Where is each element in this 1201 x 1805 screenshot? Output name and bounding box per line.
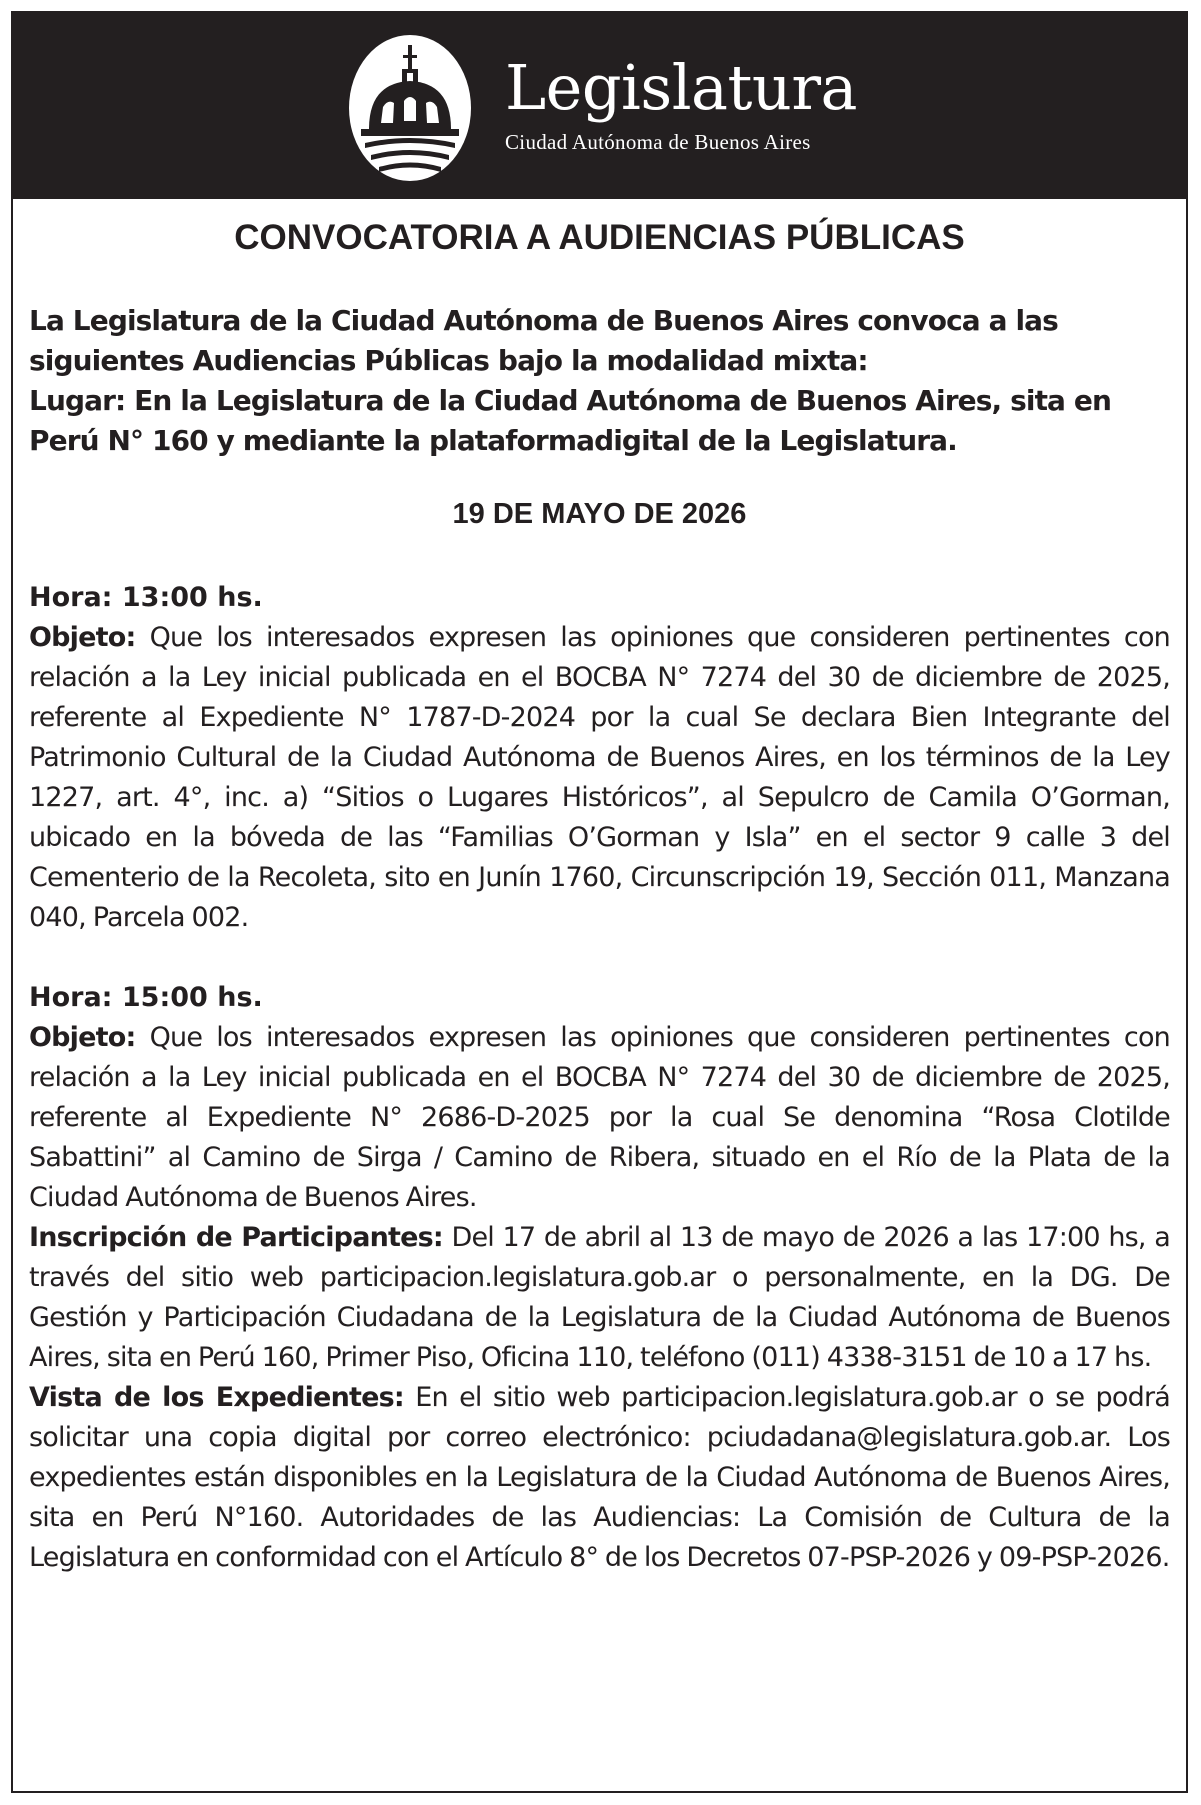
hearing-block bbox=[29, 578, 1170, 938]
intro-convoca: La Legislatura de la Ciudad Autónoma de Buenos Aires convoca a las siguientes Audiencias Públicas bajo la modalidad mixta: bbox=[29, 304, 1058, 377]
hearing-time: Hora: 13:00 hs. bbox=[29, 582, 263, 613]
inscripcion-label: Inscripción de Participantes: bbox=[29, 1222, 443, 1253]
objeto-text: Que los interesados expresen las opiniones que consideren pertinentes con relación a la Ley inicial publicada en el BOCBA N° 7274 del 30 de diciembre de 2025, referente al Expediente N° 2686-D-2025 por la cual Se denomina “Rosa Clotilde Sabattini” al Camino de Sirga / Camino de Ribera, situado en el Río de la Plata de la Ciudad Autónoma de Buenos Aires. bbox=[29, 1022, 1170, 1213]
hearing-date: 19 DE MAYO DE 2026 bbox=[452, 498, 747, 530]
objeto-label: Objeto: bbox=[29, 622, 136, 653]
notice-body bbox=[13, 199, 1186, 1578]
hearing-objeto bbox=[29, 1018, 1170, 1218]
logo-subtitle: Ciudad Autónoma de Buenos Aires bbox=[505, 130, 811, 154]
notice-title: CONVOCATORIA A AUDIENCIAS PÚBLICAS bbox=[234, 218, 965, 257]
header-banner bbox=[13, 13, 1186, 199]
notice-frame bbox=[11, 11, 1188, 1793]
intro-paragraph bbox=[29, 301, 1170, 461]
hearing-objeto bbox=[29, 618, 1170, 938]
vista-label: Vista de los Expedientes: bbox=[29, 1382, 404, 1413]
objeto-text: Que los interesados expresen las opiniones que consideren pertinentes con relación a la Ley inicial publicada en el BOCBA N° 7274 del 30 de diciembre de 2025, referente al Expediente N° 1787-D-2024 por la cual Se declara Bien Integrante del Patrimonio Cultural de la Ciudad Autónoma de Buenos Aires, en los términos de la Ley 1227, art. 4°, inc. a) “Sitios o Lugares Históricos”, al Sepulcro de Camila O’Gorman, ubicado en la bóveda de las “Familias O’Gorman y Isla” en el sector 9 calle 3 del Cementerio de la Recoleta, sito en Junín 1760, Circunscripción 19, Sección 011, Manzana 040, Parcela 002. bbox=[29, 622, 1170, 933]
inscripcion-paragraph bbox=[29, 1218, 1170, 1378]
intro-lugar: Lugar: En la Legislatura de la Ciudad Autónoma de Buenos Aires, sita en Perú N° 160 y mediante la plataformadigital de la Legislatura. bbox=[29, 384, 1112, 457]
hearing-time: Hora: 15:00 hs. bbox=[29, 982, 263, 1013]
vista-text: En el sitio web participacion.legislatura.gob.ar o se podrá solicitar una copia digital por correo electrónico: pciudadana@legislatura.gob.ar. Los expedientes están disponibles en la Legislatura de la Ciudad Autónoma de Buenos Aires, sita en Perú N°160. Autoridades de las Audiencias: La Comisión de Cultura de la Legislatura en conformidad con el Artículo 8° de los Decretos 07-PSP-2026 y 09-PSP-2026. bbox=[29, 1382, 1171, 1573]
logo-wordmark bbox=[505, 53, 857, 155]
vista-paragraph bbox=[29, 1378, 1170, 1578]
spacer bbox=[29, 938, 1170, 978]
objeto-label: Objeto: bbox=[29, 1022, 136, 1053]
hearing-block bbox=[29, 978, 1170, 1218]
inscripcion-text: Del 17 de abril al 13 de mayo de 2026 a las 17:00 hs, a través del sitio web participacion.legislatura.gob.ar o personalmente, en la DG. De Gestión y Participación Ciudadana de la Legislatura de la Ciudad Autónoma de Buenos Aires, sita en Perú 160, Primer Piso, Oficina 110, teléfono (011) 4338-3151 de 10 a 17 hs. bbox=[29, 1222, 1170, 1373]
legislature-dome-logo-icon bbox=[347, 33, 473, 183]
logo-title: Legislatura bbox=[505, 51, 857, 124]
